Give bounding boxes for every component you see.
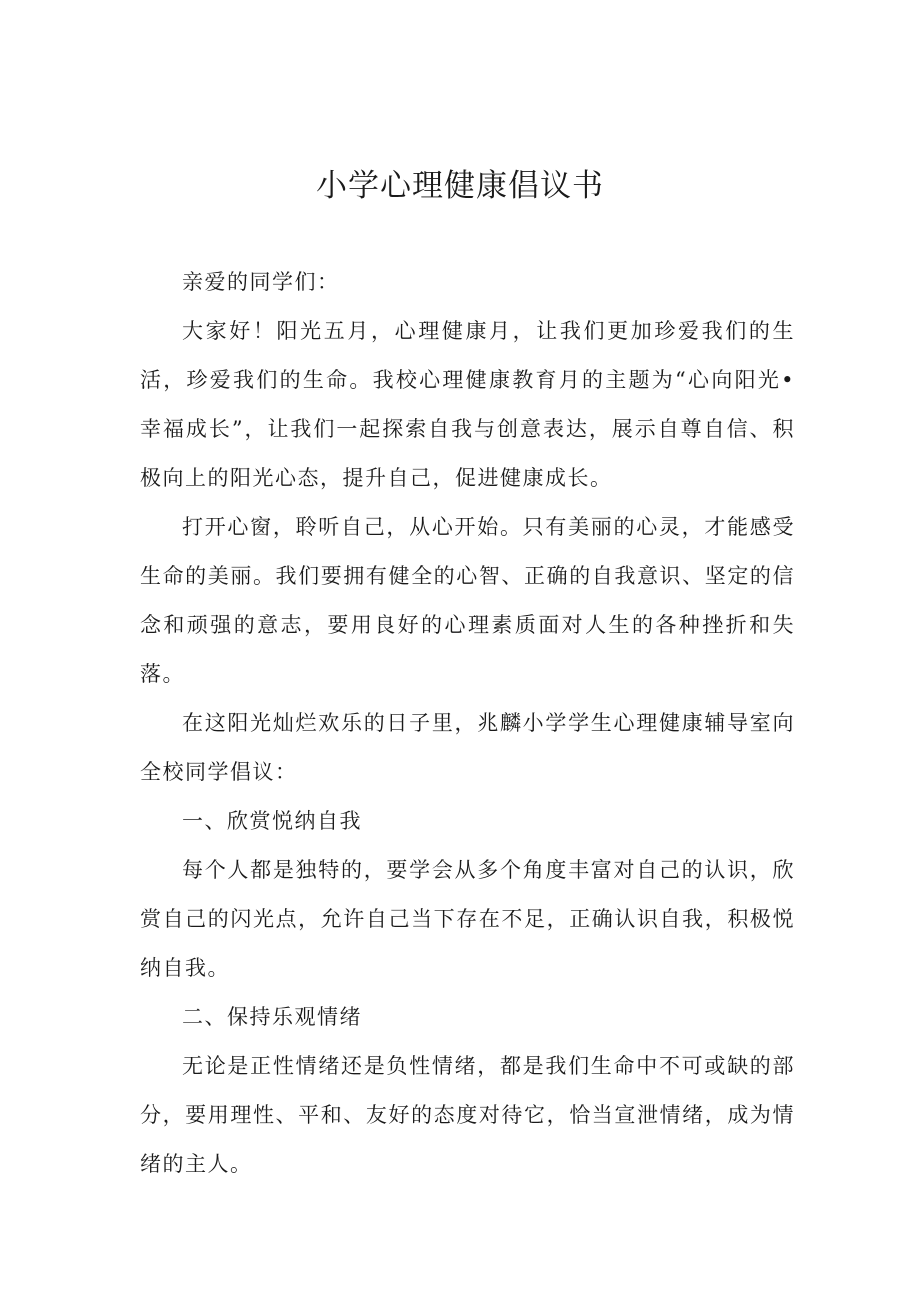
document-title: 小学心理健康倡议书 <box>316 168 604 204</box>
paragraph-open-heart: 打开心窗，聆听自己，从心开始。只有美丽的心灵，才能感受生命的美丽。我们要拥有健全的心智、正确的自我意识、坚定的信念和顽强的意志，要用良好的心理素质面对人生的各种挫折和失落。 <box>140 515 795 686</box>
paragraph-proposal-intro: 在这阳光灿烂欢乐的日子里，兆麟小学学生心理健康辅导室向全校同学倡议： <box>140 711 795 784</box>
paragraph-greeting: 大家好！阳光五月，心理健康月，让我们更加珍爱我们的生活，珍爱我们的生命。我校心理健康教育月的主题为“心向阳光•幸福成长”，让我们一起探索自我与创意表达，展示自尊自信、积极向上的阳光心态，提升自己，促进健康成长。 <box>140 319 795 490</box>
section-text-1: 每个人都是独特的，要学会从多个角度丰富对自己的认识，欣赏自己的闪光点，允许自己当下存在不足，正确认识自我，积极悦纳自我。 <box>140 858 795 980</box>
salutation: 亲爱的同学们： <box>182 270 340 294</box>
document-body <box>140 258 795 1189</box>
section-heading-1: 一、欣赏悦纳自我 <box>182 809 362 833</box>
section-heading-2: 二、保持乐观情绪 <box>182 1005 362 1029</box>
section-text-2: 无论是正性情绪还是负性情绪，都是我们生命中不可或缺的部分，要用理性、平和、友好的态度对待它，恰当宣泄情绪，成为情绪的主人。 <box>140 1054 795 1176</box>
